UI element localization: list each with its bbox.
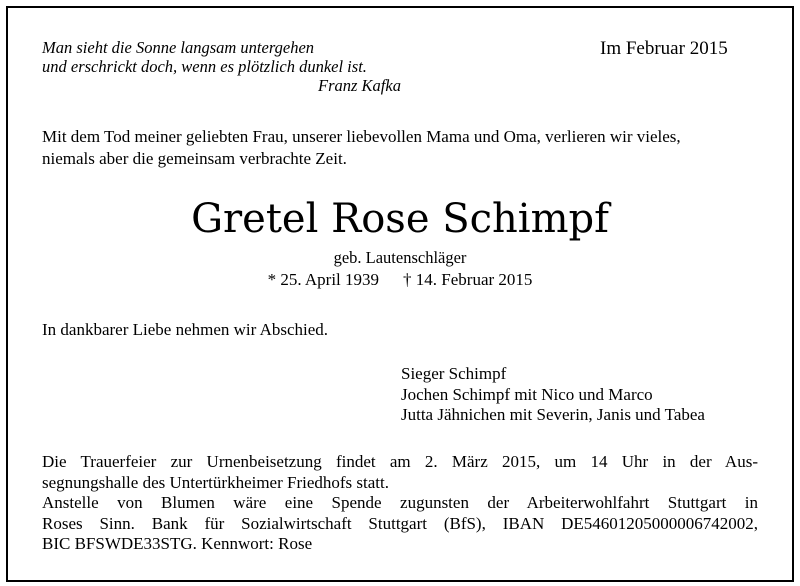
quote-author: Franz Kafka [318, 76, 401, 95]
death-date: † 14. Februar 2015 [403, 270, 533, 289]
notice-line: Anstelle von Blumen wäre eine Spende zugunsten der Arbeiterwohlfahrt Stuttgart in [42, 493, 758, 512]
notice-line: segnungshalle des Untertürkheimer Friedhofs statt. [42, 472, 390, 492]
funeral-notice [42, 452, 758, 555]
mourner-entry: Jutta Jähnichen mit Severin, Janis und Tabea [401, 405, 705, 424]
notice-line: Die Trauerfeier zur Urnenbeisetzung findet am 2. März 2015, um 14 Uhr in der Aus- [42, 452, 758, 471]
epigraph-quote [42, 38, 442, 95]
obituary-frame [6, 6, 794, 582]
publication-date: Im Februar 2015 [600, 38, 728, 59]
quote-line: Man sieht die Sonne langsam untergehen [42, 38, 315, 57]
deceased-name: Gretel Rose Schimpf [191, 196, 609, 242]
mourners-list [401, 364, 705, 426]
intro-line: Mit dem Tod meiner geliebten Frau, unserer liebevollen Mama und Oma, verlieren wir vieles, [42, 127, 681, 146]
notice-line: Roses Sinn. Bank für Sozialwirtschaft Stuttgart (BfS), IBAN DE54601205000006742002, [42, 513, 758, 533]
mourner-entry: Sieger Schimpf [401, 364, 507, 383]
life-dates [8, 270, 792, 290]
mourner-entry: Jochen Schimpf mit Nico und Marco [401, 384, 653, 404]
intro-text [42, 126, 772, 170]
notice-line: BIC BFSWDE33STG. Kennwort: Rose [42, 534, 313, 553]
intro-line: niemals aber die gemeinsam verbrachte Zeit. [42, 149, 347, 168]
quote-line: und erschrickt doch, wenn es plötzlich dunkel ist. [42, 57, 367, 76]
maiden-name: geb. Lautenschläger [333, 248, 467, 267]
birth-date: * 25. April 1939 [267, 270, 380, 289]
farewell-text: In dankbarer Liebe nehmen wir Abschied. [42, 320, 329, 339]
